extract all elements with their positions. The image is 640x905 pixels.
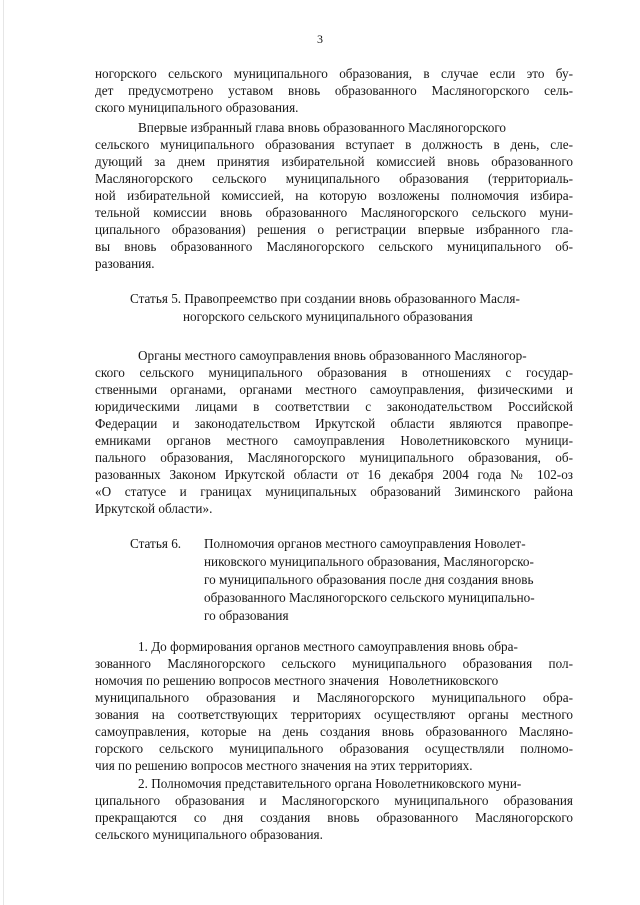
paragraph-line: вы вновь образованного Масляногорского сельского муниципального об- — [95, 239, 573, 254]
scan-edge — [3, 0, 4, 905]
paragraph-line: разования. — [95, 256, 155, 271]
article-6-point-1-line: 1. До формирования органов местного самоуправления вновь обра- — [138, 639, 518, 654]
paragraph-line: сельского муниципального образования вступает в должность в день, сле- — [95, 137, 573, 152]
article-6-point-1-line: горского сельского муниципального образования осуществляли полномо- — [95, 741, 573, 756]
article-5-line: ского сельского муниципального образования в отношениях с государ- — [95, 365, 573, 380]
paragraph-line: Масляногорского сельского муниципального образования (территориаль- — [95, 171, 573, 186]
continuation-line: ногорского сельского муниципального образования, в случае если это бу- — [95, 66, 573, 81]
article-5-line: пального образования, Масляногорского муниципального образования, об- — [95, 450, 573, 465]
article-5-line: емниками органов местного самоуправления Новолетниковского муници- — [95, 433, 573, 448]
article-6-title: Полномочия органов местного самоуправления Новолет- — [204, 536, 526, 551]
article-6-point-2-line: прекращаются со дня создания вновь образованного Масляногорского — [95, 810, 573, 825]
article-5-line: ственными органами, органами местного самоуправления, физическими и — [95, 382, 573, 397]
paragraph-line: Впервые избранный глава вновь образованного Масляногорского — [138, 120, 506, 135]
article-5-line: «О статусе и границах муниципальных образований Зиминского района — [95, 484, 573, 499]
continuation-line: ского муниципального образования. — [95, 100, 299, 115]
paragraph-line: ципального образования) решения о регистрации впервые избранного гла- — [95, 222, 573, 237]
article-6-point-2-line: ципального образования и Масляногорского муниципального образования — [95, 793, 573, 808]
article-5-title: ногорского сельского муниципального образования — [183, 309, 473, 324]
paragraph-line: дующий за днем принятия избирательной комиссией вновь образованного — [95, 154, 573, 169]
article-6-title: го муниципального образования после дня создания вновь — [204, 572, 534, 587]
article-5-title: Статья 5. Правопреемство при создании вновь образованного Масля- — [130, 291, 520, 306]
article-6-point-1-line: самоуправления, которые на день создания вновь образованного Масляно- — [95, 724, 573, 739]
article-6-point-1-line: муниципального образования и Масляногорского муниципального обра- — [95, 690, 573, 705]
article-6-label: Статья 6. — [130, 536, 182, 551]
article-5-line: юридическими лицами в соответствии с законодательством Российской — [95, 399, 573, 414]
article-6-point-2-line: сельского муниципального образования. — [95, 827, 323, 842]
article-6-title: никовского муниципального образования, Масляногорско- — [204, 554, 534, 569]
paragraph-line: ной избирательной комиссией, на которую возложены полномочия избира- — [95, 188, 573, 203]
article-6-title: го образования — [204, 608, 289, 623]
continuation-line: дет предусмотрено уставом вновь образованного Масляногорского сель- — [95, 83, 573, 98]
article-6-point-1-line: зования на соответствующих территориях осуществляют органы местного — [95, 707, 573, 722]
article-6-point-1-line: чия по решению вопросов местного значения на этих территориях. — [95, 758, 473, 773]
article-6-point-1-line: зованного Масляногорского сельского муниципального образования пол- — [95, 656, 573, 671]
article-5-line: Федерации и законодательством Иркутской области являются правопре- — [95, 416, 573, 431]
article-5-line: Органы местного самоуправления вновь образованного Масляногор- — [138, 348, 527, 363]
page-number: 3 — [317, 32, 323, 46]
article-5-line: Иркутской области». — [95, 501, 213, 516]
article-5-line: разованных Законом Иркутской области от 16 декабря 2004 года № 102-оз — [95, 467, 573, 482]
article-6-point-2-line: 2. Полномочия представительного органа Новолетниковского муни- — [138, 776, 522, 791]
paragraph-line: тельной комиссии вновь образованного Масляногорского сельского муни- — [95, 205, 573, 220]
article-6-title: образованного Масляногорского сельского муниципально- — [204, 590, 535, 605]
article-6-point-1-line: номочия по решению вопросов местного значения Новолетниковского — [95, 673, 499, 688]
